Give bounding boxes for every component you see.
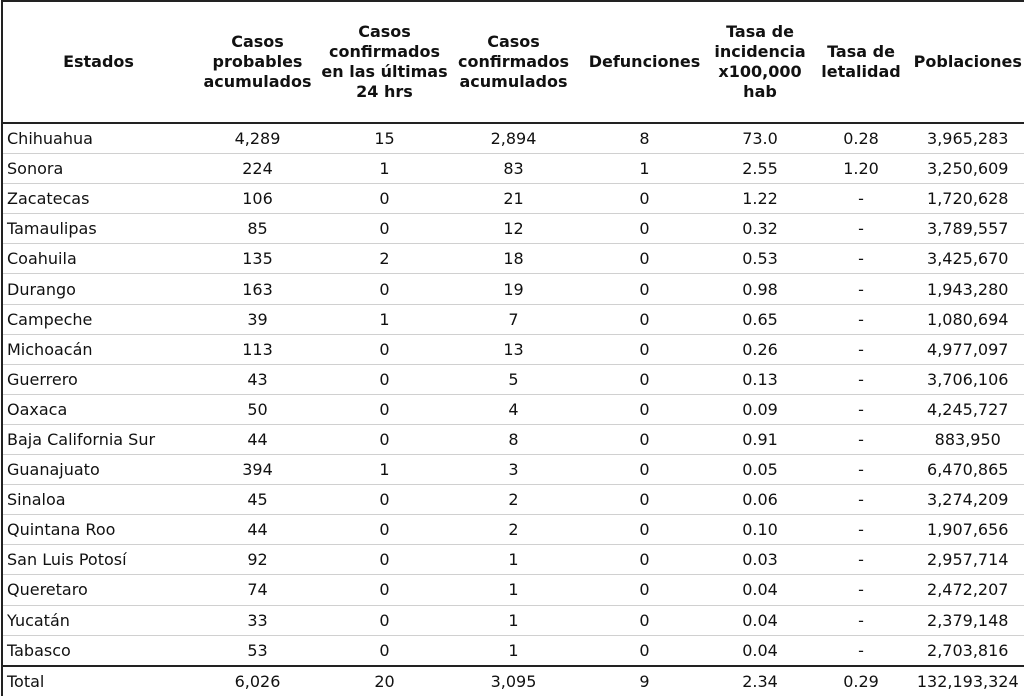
cell-poblacion: 2,472,207 bbox=[912, 575, 1024, 605]
cell-defunciones: 0 bbox=[579, 424, 710, 454]
cell-tasa-incidencia: 0.98 bbox=[710, 274, 810, 304]
cell-estado: Coahuila bbox=[2, 244, 194, 274]
total-confirmados-24h: 20 bbox=[321, 666, 448, 696]
header-confirmados-24h: Casos confirmados en las últimas 24 hrs bbox=[321, 1, 448, 123]
table-row bbox=[2, 635, 1024, 666]
cell-confirmados-acumulados: 1 bbox=[448, 545, 579, 575]
total-tasa-letalidad: 0.29 bbox=[810, 666, 912, 696]
cell-confirmados-24h: 0 bbox=[321, 364, 448, 394]
cell-defunciones: 0 bbox=[579, 455, 710, 485]
cell-tasa-letalidad: - bbox=[810, 214, 912, 244]
cell-defunciones: 0 bbox=[579, 274, 710, 304]
header-tasa-letalidad: Tasa de letalidad bbox=[810, 1, 912, 123]
cell-poblacion: 1,907,656 bbox=[912, 515, 1024, 545]
table-row bbox=[2, 605, 1024, 635]
header-estados: Estados bbox=[2, 1, 194, 123]
table-row bbox=[2, 244, 1024, 274]
cell-casos-probables: 43 bbox=[194, 364, 321, 394]
cell-poblacion: 3,250,609 bbox=[912, 154, 1024, 184]
cell-confirmados-acumulados: 4 bbox=[448, 394, 579, 424]
cell-poblacion: 1,943,280 bbox=[912, 274, 1024, 304]
cell-tasa-letalidad: - bbox=[810, 334, 912, 364]
cell-casos-probables: 44 bbox=[194, 424, 321, 454]
cell-estado: Sinaloa bbox=[2, 485, 194, 515]
cell-poblacion: 2,703,816 bbox=[912, 635, 1024, 666]
cell-poblacion: 2,957,714 bbox=[912, 545, 1024, 575]
cell-casos-probables: 33 bbox=[194, 605, 321, 635]
cell-tasa-letalidad: - bbox=[810, 364, 912, 394]
cell-confirmados-24h: 15 bbox=[321, 123, 448, 154]
cell-estado: Guanajuato bbox=[2, 455, 194, 485]
cell-tasa-incidencia: 0.04 bbox=[710, 605, 810, 635]
cell-casos-probables: 394 bbox=[194, 455, 321, 485]
cell-casos-probables: 163 bbox=[194, 274, 321, 304]
cell-casos-probables: 106 bbox=[194, 184, 321, 214]
cell-casos-probables: 4,289 bbox=[194, 123, 321, 154]
cell-defunciones: 0 bbox=[579, 364, 710, 394]
cell-defunciones: 0 bbox=[579, 515, 710, 545]
cell-casos-probables: 135 bbox=[194, 244, 321, 274]
total-tasa-incidencia: 2.34 bbox=[710, 666, 810, 696]
table-row bbox=[2, 515, 1024, 545]
table-body bbox=[2, 123, 1024, 696]
cell-defunciones: 0 bbox=[579, 184, 710, 214]
cell-tasa-letalidad: 1.20 bbox=[810, 154, 912, 184]
table-row bbox=[2, 394, 1024, 424]
table-row bbox=[2, 123, 1024, 154]
cell-tasa-incidencia: 0.04 bbox=[710, 635, 810, 666]
cell-confirmados-acumulados: 18 bbox=[448, 244, 579, 274]
header-row bbox=[2, 1, 1024, 123]
header-poblaciones: Poblaciones bbox=[912, 1, 1024, 123]
table-header bbox=[2, 1, 1024, 123]
cell-tasa-incidencia: 0.04 bbox=[710, 575, 810, 605]
cell-confirmados-acumulados: 3 bbox=[448, 455, 579, 485]
cell-defunciones: 0 bbox=[579, 394, 710, 424]
cell-poblacion: 6,470,865 bbox=[912, 455, 1024, 485]
cell-confirmados-24h: 2 bbox=[321, 244, 448, 274]
cell-estado: Chihuahua bbox=[2, 123, 194, 154]
cell-defunciones: 0 bbox=[579, 575, 710, 605]
cell-tasa-letalidad: - bbox=[810, 605, 912, 635]
cell-tasa-letalidad: - bbox=[810, 304, 912, 334]
cell-tasa-incidencia: 0.91 bbox=[710, 424, 810, 454]
cell-confirmados-24h: 0 bbox=[321, 394, 448, 424]
cell-casos-probables: 92 bbox=[194, 545, 321, 575]
cell-confirmados-acumulados: 5 bbox=[448, 364, 579, 394]
table-row bbox=[2, 274, 1024, 304]
cell-poblacion: 3,789,557 bbox=[912, 214, 1024, 244]
cell-confirmados-24h: 0 bbox=[321, 635, 448, 666]
header-casos-probables: Casos probables acumulados bbox=[194, 1, 321, 123]
cell-confirmados-acumulados: 8 bbox=[448, 424, 579, 454]
cell-casos-probables: 224 bbox=[194, 154, 321, 184]
cell-estado: Sonora bbox=[2, 154, 194, 184]
cell-defunciones: 0 bbox=[579, 244, 710, 274]
cell-estado: Michoacán bbox=[2, 334, 194, 364]
cell-confirmados-24h: 1 bbox=[321, 455, 448, 485]
cell-tasa-letalidad: - bbox=[810, 485, 912, 515]
cell-estado: Queretaro bbox=[2, 575, 194, 605]
table-row bbox=[2, 214, 1024, 244]
cell-confirmados-24h: 0 bbox=[321, 545, 448, 575]
total-estado: Total bbox=[2, 666, 194, 696]
cell-estado: Zacatecas bbox=[2, 184, 194, 214]
cell-confirmados-24h: 0 bbox=[321, 485, 448, 515]
cell-casos-probables: 85 bbox=[194, 214, 321, 244]
cell-confirmados-acumulados: 1 bbox=[448, 575, 579, 605]
cell-casos-probables: 39 bbox=[194, 304, 321, 334]
cell-tasa-incidencia: 0.10 bbox=[710, 515, 810, 545]
total-row bbox=[2, 666, 1024, 696]
cell-estado: Oaxaca bbox=[2, 394, 194, 424]
cell-tasa-letalidad: 0.28 bbox=[810, 123, 912, 154]
cell-estado: Durango bbox=[2, 274, 194, 304]
cell-casos-probables: 45 bbox=[194, 485, 321, 515]
cell-defunciones: 0 bbox=[579, 304, 710, 334]
cell-confirmados-24h: 1 bbox=[321, 154, 448, 184]
cell-tasa-letalidad: - bbox=[810, 424, 912, 454]
total-defunciones: 9 bbox=[579, 666, 710, 696]
cell-confirmados-acumulados: 2 bbox=[448, 515, 579, 545]
cell-confirmados-acumulados: 21 bbox=[448, 184, 579, 214]
header-defunciones: Defunciones bbox=[579, 1, 710, 123]
cell-poblacion: 3,425,670 bbox=[912, 244, 1024, 274]
table-row bbox=[2, 334, 1024, 364]
total-confirmados-acumulados: 3,095 bbox=[448, 666, 579, 696]
cell-confirmados-24h: 0 bbox=[321, 515, 448, 545]
cell-confirmados-acumulados: 2 bbox=[448, 485, 579, 515]
cell-poblacion: 3,706,106 bbox=[912, 364, 1024, 394]
cell-casos-probables: 53 bbox=[194, 635, 321, 666]
cell-estado: Tabasco bbox=[2, 635, 194, 666]
covid-states-table bbox=[1, 0, 1024, 696]
table-row bbox=[2, 304, 1024, 334]
cell-tasa-letalidad: - bbox=[810, 575, 912, 605]
cell-tasa-incidencia: 1.22 bbox=[710, 184, 810, 214]
cell-tasa-letalidad: - bbox=[810, 545, 912, 575]
cell-tasa-letalidad: - bbox=[810, 274, 912, 304]
cell-casos-probables: 50 bbox=[194, 394, 321, 424]
cell-tasa-letalidad: - bbox=[810, 515, 912, 545]
cell-estado: Yucatán bbox=[2, 605, 194, 635]
cell-confirmados-24h: 0 bbox=[321, 605, 448, 635]
cell-tasa-incidencia: 73.0 bbox=[710, 123, 810, 154]
cell-poblacion: 4,977,097 bbox=[912, 334, 1024, 364]
cell-casos-probables: 113 bbox=[194, 334, 321, 364]
cell-tasa-incidencia: 0.06 bbox=[710, 485, 810, 515]
cell-tasa-incidencia: 0.03 bbox=[710, 545, 810, 575]
cell-confirmados-24h: 0 bbox=[321, 214, 448, 244]
cell-estado: Baja California Sur bbox=[2, 424, 194, 454]
cell-confirmados-acumulados: 7 bbox=[448, 304, 579, 334]
table-row bbox=[2, 424, 1024, 454]
header-tasa-incidencia: Tasa de incidencia x100,000 hab bbox=[710, 1, 810, 123]
cell-estado: San Luis Potosí bbox=[2, 545, 194, 575]
cell-tasa-incidencia: 0.05 bbox=[710, 455, 810, 485]
cell-confirmados-acumulados: 1 bbox=[448, 635, 579, 666]
cell-confirmados-24h: 0 bbox=[321, 334, 448, 364]
cell-casos-probables: 74 bbox=[194, 575, 321, 605]
cell-tasa-incidencia: 0.53 bbox=[710, 244, 810, 274]
cell-poblacion: 883,950 bbox=[912, 424, 1024, 454]
cell-confirmados-acumulados: 12 bbox=[448, 214, 579, 244]
cell-tasa-letalidad: - bbox=[810, 184, 912, 214]
cell-defunciones: 0 bbox=[579, 485, 710, 515]
cell-confirmados-24h: 0 bbox=[321, 274, 448, 304]
cell-confirmados-acumulados: 83 bbox=[448, 154, 579, 184]
table-row bbox=[2, 364, 1024, 394]
cell-confirmados-acumulados: 13 bbox=[448, 334, 579, 364]
total-casos-probables: 6,026 bbox=[194, 666, 321, 696]
cell-confirmados-24h: 0 bbox=[321, 575, 448, 605]
cell-tasa-letalidad: - bbox=[810, 635, 912, 666]
cell-casos-probables: 44 bbox=[194, 515, 321, 545]
table-row bbox=[2, 154, 1024, 184]
cell-poblacion: 2,379,148 bbox=[912, 605, 1024, 635]
cell-confirmados-acumulados: 19 bbox=[448, 274, 579, 304]
table-row bbox=[2, 485, 1024, 515]
cell-defunciones: 1 bbox=[579, 154, 710, 184]
cell-estado: Quintana Roo bbox=[2, 515, 194, 545]
cell-defunciones: 0 bbox=[579, 214, 710, 244]
cell-poblacion: 3,274,209 bbox=[912, 485, 1024, 515]
cell-confirmados-acumulados: 2,894 bbox=[448, 123, 579, 154]
total-poblacion: 132,193,324 bbox=[912, 666, 1024, 696]
cell-confirmados-24h: 1 bbox=[321, 304, 448, 334]
cell-tasa-incidencia: 0.13 bbox=[710, 364, 810, 394]
cell-tasa-letalidad: - bbox=[810, 394, 912, 424]
table-row bbox=[2, 545, 1024, 575]
cell-poblacion: 3,965,283 bbox=[912, 123, 1024, 154]
cell-confirmados-24h: 0 bbox=[321, 184, 448, 214]
cell-tasa-letalidad: - bbox=[810, 455, 912, 485]
cell-tasa-incidencia: 0.26 bbox=[710, 334, 810, 364]
table-row bbox=[2, 455, 1024, 485]
cell-estado: Guerrero bbox=[2, 364, 194, 394]
cell-defunciones: 0 bbox=[579, 635, 710, 666]
cell-poblacion: 4,245,727 bbox=[912, 394, 1024, 424]
cell-confirmados-24h: 0 bbox=[321, 424, 448, 454]
cell-defunciones: 0 bbox=[579, 334, 710, 364]
cell-confirmados-acumulados: 1 bbox=[448, 605, 579, 635]
cell-estado: Campeche bbox=[2, 304, 194, 334]
cell-defunciones: 8 bbox=[579, 123, 710, 154]
header-confirmados-acumulados: Casos confirmados acumulados bbox=[448, 1, 579, 123]
cell-defunciones: 0 bbox=[579, 605, 710, 635]
table-row bbox=[2, 184, 1024, 214]
table-row bbox=[2, 575, 1024, 605]
cell-defunciones: 0 bbox=[579, 545, 710, 575]
cell-tasa-incidencia: 0.09 bbox=[710, 394, 810, 424]
cell-poblacion: 1,720,628 bbox=[912, 184, 1024, 214]
cell-tasa-incidencia: 0.32 bbox=[710, 214, 810, 244]
cell-poblacion: 1,080,694 bbox=[912, 304, 1024, 334]
cell-estado: Tamaulipas bbox=[2, 214, 194, 244]
cell-tasa-letalidad: - bbox=[810, 244, 912, 274]
cell-tasa-incidencia: 2.55 bbox=[710, 154, 810, 184]
cell-tasa-incidencia: 0.65 bbox=[710, 304, 810, 334]
